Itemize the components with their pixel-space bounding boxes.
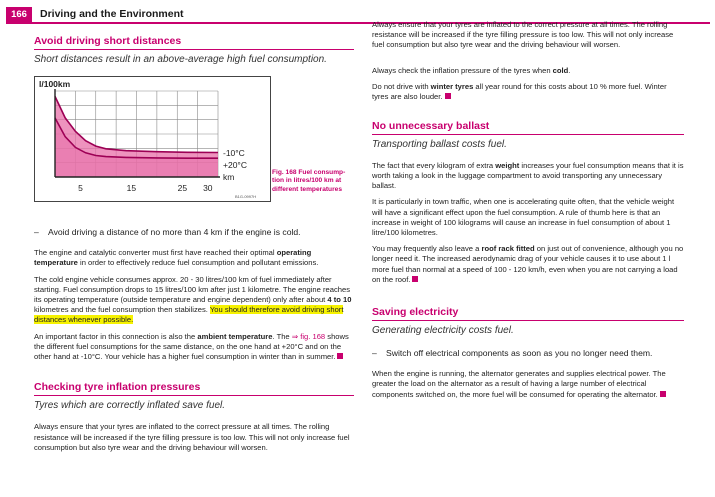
section-rule xyxy=(34,49,354,50)
end-marker xyxy=(445,93,451,99)
section-rule xyxy=(34,395,354,396)
end-marker xyxy=(337,353,343,359)
paragraph-roof-rack: You may frequently also leave a roof rack fitted on just out of convenience, although you no longer need it. The increased aerodynamic drag of your vehicle causes it to use about 1 l more fuel than normal at a speed of 100 - 120 km/h, even when you are not carrying a load on the roof. xyxy=(372,244,684,284)
end-marker xyxy=(660,391,666,397)
section-rule xyxy=(372,134,684,135)
x-tick-label-25: 25 xyxy=(177,183,188,194)
paragraph-winter-tyres: Do not drive with winter tyres all year round for this costs about 10 % more fuel. Winter tyres are also louder. xyxy=(372,82,667,102)
page-number: 166 xyxy=(6,7,32,22)
x-tick-label-15: 15 xyxy=(126,183,137,194)
paragraph-tyre-pressure-continued xyxy=(372,19,684,60)
section-title-tyre-pressure: Checking tyre inflation pressures xyxy=(34,381,201,394)
bullet-switch-off: – Switch off electrical components as soon as you no longer need them. xyxy=(372,348,653,359)
x-tick-label-5: 5 xyxy=(78,183,83,194)
paragraph-alternator: When the engine is running, the alternator generates and supplies electrical power. The greater the load on the alternator as a result of having a large number of electrical components switched on, the more fuel will be consumed for operating the alternator. xyxy=(372,369,666,399)
tyre-text-continuation: Always ensure that your tyres are inflated to the correct pressure at all times. The rolling resistance will be increased if the tyre filling pressure is too low. This will not only increase fuel consumption but also tyre wear and the driving behaviour will worsen. xyxy=(372,19,674,50)
chart-svg xyxy=(35,77,270,201)
figure-caption xyxy=(272,169,357,194)
fuel-consumption-chart xyxy=(34,76,271,202)
x-tick-label-30: 30 xyxy=(203,183,213,194)
highlighted-advice: You should therefore avoid driving short distances whenever possible. xyxy=(34,305,344,325)
paragraph-tyre-pressure-left: Always ensure that your tyres are inflated to the correct pressure at all times. The rolling resistance will be increased if the tyre filling pressure is too low. This will not only increase fuel consumption but also tyre wear and the driving behaviour will worsen. xyxy=(34,422,350,452)
legend-plus-20c: +20°C xyxy=(223,160,247,171)
section-subtitle-electricity: Generating electricity costs fuel. xyxy=(372,325,514,337)
caption-line-1: Fig. 168 Fuel consump- xyxy=(272,169,346,177)
paragraph-cold-engine: The cold engine vehicle consumes approx. 20 - 30 litres/100 km of fuel immediately after starting. Fuel consumption drops to 15 litres/100 km after just 1 kilometre. The engine reaches its operating temperature (outside temperature and engine dependent) only after about 4 to 10 kilometres and the fuel consumption then stabilizes. You should therefore avoid driving short distances whenever possible. xyxy=(34,274,352,325)
paragraph-operating-temperature: The engine and catalytic converter must first have reached their optimal operating temperature in order to effectively reduce fuel consumption and pollutant emissions. xyxy=(34,248,319,268)
chapter-title: Driving and the Environment xyxy=(40,8,184,20)
figure-168 xyxy=(34,76,354,218)
right-column xyxy=(372,19,684,406)
paragraph-check-cold: Always check the inflation pressure of the tyres when cold. xyxy=(372,66,571,75)
section-rule xyxy=(372,320,684,321)
figure-reference-link[interactable]: ⇒ fig. 168 xyxy=(291,331,326,341)
caption-line-3: different temperatures xyxy=(272,185,342,193)
paragraph-town-traffic: It is particularly in town traffic, when one is accelerating quite often, that the vehicle weight will have a significant effect upon the fuel consumption. A rule of thumb here is that an increase in weight of 100 kilograms will cause an increase in fuel consumption of about 1 litre/100 kilometres. xyxy=(372,197,675,238)
bullet-short-distance: – Avoid driving a distance of no more than 4 km if the engine is cold. xyxy=(34,227,301,238)
section-subtitle-ballast: Transporting ballast costs fuel. xyxy=(372,138,507,150)
section-title-electricity: Saving electricity xyxy=(372,306,459,319)
section-subtitle-tyre-pressure: Tyres which are correctly inflated save fuel. xyxy=(34,400,226,412)
legend-minus-10c: -10°C xyxy=(223,148,245,159)
section-subtitle-short-distances: Short distances result in an above-average high fuel consumption. xyxy=(34,54,327,66)
figure-code: B1G-0997H xyxy=(235,194,257,200)
paragraph-extra-weight: The fact that every kilogram of extra weight increases your fuel consumption means that it is worth taking a look in the luggage compartment to avoid transporting any unnecessary ballast. xyxy=(372,160,684,191)
x-axis-label: km xyxy=(223,172,235,183)
section-title-short-distances: Avoid driving short distances xyxy=(34,35,182,47)
paragraph-ambient-temperature: An important factor in this connection is also the ambient temperature. The ⇒ fig. 168 shows the different fuel consumptions for the same distance, on the one hand at +20°C and on the other hand at -10°C. Your vehicle has a higher fuel consumption in winter than in summer. xyxy=(34,331,349,362)
end-marker xyxy=(412,276,418,282)
caption-line-2: tion in litres/100 km at xyxy=(272,177,342,185)
left-column xyxy=(34,34,354,452)
y-axis-label: l/100km xyxy=(39,79,71,90)
section-title-ballast: No unnecessary ballast xyxy=(372,119,490,132)
